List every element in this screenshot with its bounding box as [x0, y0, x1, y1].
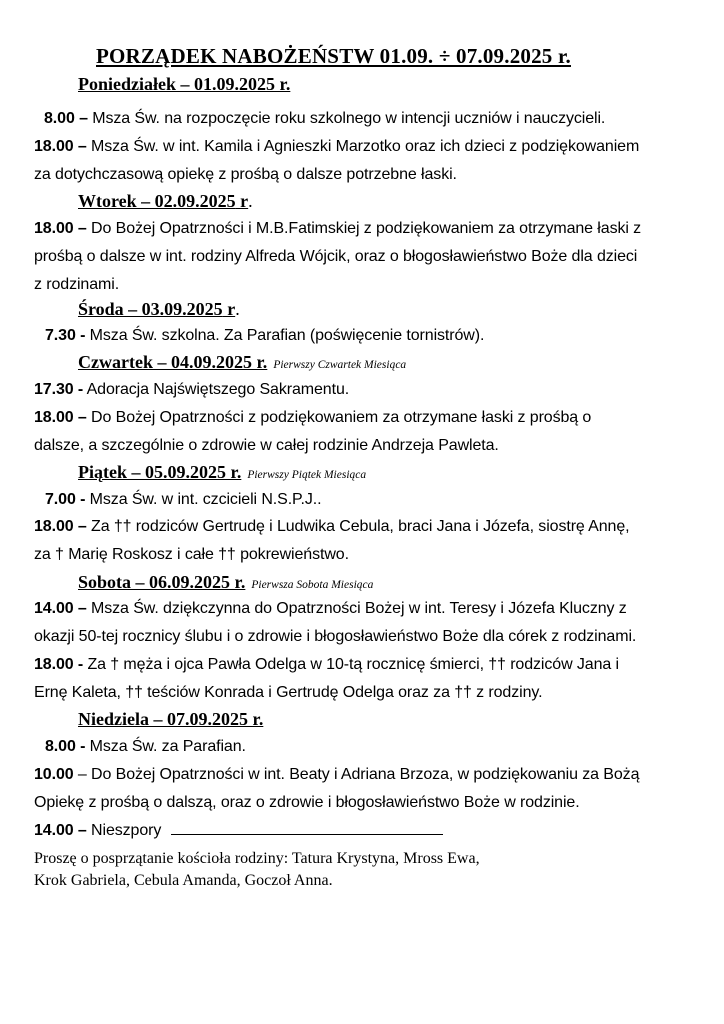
entry-line: za † Marię Roskosz i całe †† pokrewieństwo.	[34, 546, 349, 563]
entry-line	[34, 407, 591, 429]
entry-text: Za †† rodziców Gertrudę i Ludwika Cebula, braci Jana i Józefa, siostrę Annę,	[86, 518, 630, 535]
entry-text: Msza Św. dziękczynna do Opatrzności Bożej w int. Teresy i Józefa Kluczny z	[86, 600, 627, 617]
entry-line	[45, 325, 484, 347]
entry-time: 18.00 -	[34, 656, 84, 673]
page-title: PORZĄDEK NABOŻEŃSTW 01.09. ÷ 07.09.2025 r.	[96, 44, 571, 68]
day-name: Środa – 03.09.2025	[78, 299, 223, 319]
entry-text: Adoracja Najświętszego Sakramentu.	[83, 381, 350, 398]
day-name: Niedziela – 07.09.2025 r.	[78, 709, 264, 729]
day-note: Pierwszy Czwartek Miesiąca	[273, 359, 407, 371]
cleaning-notice-line: Krok Gabriela, Cebula Amanda, Goczoł Anna.	[34, 872, 333, 889]
entry-text: Msza Św. na rozpoczęcie roku szkolnego w intencji uczniów i nauczycieli.	[87, 110, 606, 127]
entry-line: prośbą o dalsze w int. rodziny Alfreda Wójcik, oraz o błogosławieństwo Boże dla dzieci	[34, 248, 638, 265]
day-name: Czwartek – 04.09.2025 r.	[78, 352, 268, 372]
entry-time: 8.00 –	[44, 110, 88, 127]
day-name: Piątek – 05.09.2025 r.	[78, 462, 242, 482]
entry-time: 18.00 –	[34, 409, 87, 426]
entry-text: Msza Św. w int. Kamila i Agnieszki Marzotko oraz ich dzieci z podziękowaniem	[86, 138, 640, 155]
cleaning-notice-line: Proszę o posprzątanie kościoła rodziny: Tatura Krystyna, Mross Ewa,	[34, 850, 480, 867]
entry-time: 18.00 –	[34, 518, 87, 535]
entry-time: 14.00 –	[34, 600, 87, 617]
entry-time: 8.00 -	[45, 738, 86, 755]
day-trail: .	[248, 191, 253, 211]
entry-line: z rodzinami.	[34, 276, 120, 293]
day-name: Sobota – 06.09.2025 r.	[78, 572, 246, 592]
day-note: Pierwsza Sobota Miesiąca	[251, 579, 374, 591]
entry-time: 7.30 -	[45, 327, 86, 344]
day-suffix: r.	[275, 74, 291, 94]
entry-line: okazji 50-tej rocznicy ślubu i o zdrowie i błogosławieństwo Boże dla córek z rodzinami.	[34, 628, 637, 645]
day-heading-friday	[78, 461, 366, 486]
day-heading-thursday	[78, 351, 406, 376]
entry-line	[34, 598, 627, 620]
entry-line	[34, 654, 619, 676]
entry-line	[34, 516, 630, 538]
day-heading-wednesday	[78, 298, 240, 320]
entry-line	[34, 764, 639, 786]
day-suffix: r	[222, 299, 236, 319]
entry-text: Do Bożej Opatrzności z podziękowaniem za otrzymane łaski z prośbą o	[86, 409, 592, 426]
entry-line: Ernę Kaleta, †† teściów Konrada i Gertrudę Odelga oraz za †† z rodziny.	[34, 684, 543, 701]
day-heading-saturday	[78, 571, 373, 596]
entry-time: 18.00 –	[34, 220, 87, 237]
entry-time: 17.30 -	[34, 381, 84, 398]
day-heading-sunday	[78, 708, 263, 730]
entry-text: Nieszpory	[86, 822, 162, 839]
entry-time: 18.00 –	[34, 138, 87, 155]
entry-line	[34, 379, 349, 401]
blank-underline	[171, 820, 443, 835]
entry-time: 14.00 –	[34, 822, 87, 839]
day-heading-monday	[78, 73, 290, 95]
entry-line	[34, 820, 443, 842]
day-note: Pierwszy Piątek Miesiąca	[247, 469, 367, 481]
entry-time: 7.00 -	[45, 491, 86, 508]
entry-text: Msza Św. w int. czcicieli N.S.P.J..	[85, 491, 322, 508]
entry-line: za dotychczasową opiekę z prośbą o dalsze potrzebne łaski.	[34, 166, 457, 183]
day-suffix: r	[235, 191, 249, 211]
entry-text: – Do Bożej Opatrzności w int. Beaty i Adriana Brzoza, w podziękowaniu za Bożą	[73, 766, 640, 783]
day-heading-tuesday	[78, 190, 253, 212]
entry-text: Za † męża i ojca Pawła Odelga w 10-tą rocznicę śmierci, †† rodziców Jana i	[83, 656, 619, 673]
entry-line	[45, 489, 322, 511]
entry-time: 10.00	[34, 766, 74, 783]
entry-text: Msza Św. za Parafian.	[85, 738, 246, 755]
day-name: Wtorek – 02.09.2025	[78, 191, 236, 211]
entry-line	[34, 136, 639, 158]
entry-line	[44, 108, 605, 130]
entry-line	[45, 736, 246, 758]
entry-line: Opiekę z prośbą o dalszą, oraz o zdrowie i błogosławieństwo Boże w rodzinie.	[34, 794, 580, 811]
entry-text: Msza Św. szkolna. Za Parafian (poświęcenie tornistrów).	[85, 327, 485, 344]
entry-line	[34, 218, 641, 240]
day-trail: .	[235, 299, 240, 319]
entry-text: Do Bożej Opatrzności i M.B.Fatimskiej z podziękowaniem za otrzymane łaski z	[86, 220, 642, 237]
day-name: Poniedziałek – 01.09.2025	[78, 74, 275, 94]
entry-line: dalsze, a szczególnie o zdrowie w całej rodzinie Andrzeja Pawleta.	[34, 437, 499, 454]
